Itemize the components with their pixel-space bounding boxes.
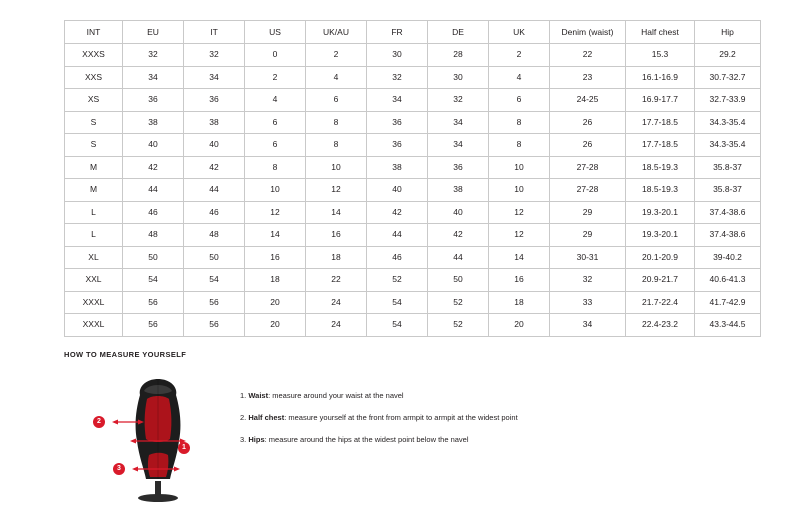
cell-uk: 20 <box>489 314 550 337</box>
cell-int: M <box>65 179 123 202</box>
cell-half-chest: 16.1-16.9 <box>626 66 695 89</box>
cell-uk-au: 16 <box>306 224 367 247</box>
cell-uk-au: 10 <box>306 156 367 179</box>
column-header-denim-waist: Denim (waist) <box>550 21 626 44</box>
cell-uk-au: 18 <box>306 246 367 269</box>
measure-step-text: : measure around the hips at the widest point below the navel <box>264 435 469 444</box>
cell-eu: 32 <box>123 44 184 67</box>
cell-eu: 36 <box>123 89 184 112</box>
cell-uk: 8 <box>489 134 550 157</box>
cell-us: 0 <box>245 44 306 67</box>
cell-de: 52 <box>428 291 489 314</box>
cell-denim-waist: 22 <box>550 44 626 67</box>
cell-hip: 40.6-41.3 <box>695 269 761 292</box>
mannequin-figure <box>92 369 222 504</box>
cell-uk: 10 <box>489 179 550 202</box>
measure-step <box>240 385 518 407</box>
cell-uk: 16 <box>489 269 550 292</box>
cell-fr: 34 <box>367 89 428 112</box>
cell-uk: 4 <box>489 66 550 89</box>
badge-half-chest: 2 <box>93 416 105 428</box>
cell-denim-waist: 29 <box>550 224 626 247</box>
cell-eu: 56 <box>123 291 184 314</box>
cell-int: XXXL <box>65 314 123 337</box>
cell-de: 40 <box>428 201 489 224</box>
cell-fr: 30 <box>367 44 428 67</box>
table-row <box>65 66 761 89</box>
table-header-row <box>65 21 761 44</box>
cell-uk-au: 14 <box>306 201 367 224</box>
cell-eu: 44 <box>123 179 184 202</box>
table-row <box>65 111 761 134</box>
table-row <box>65 89 761 112</box>
table-row <box>65 246 761 269</box>
cell-eu: 50 <box>123 246 184 269</box>
cell-int: L <box>65 201 123 224</box>
cell-eu: 56 <box>123 314 184 337</box>
cell-denim-waist: 33 <box>550 291 626 314</box>
cell-us: 10 <box>245 179 306 202</box>
cell-fr: 42 <box>367 201 428 224</box>
cell-de: 28 <box>428 44 489 67</box>
cell-half-chest: 17.7-18.5 <box>626 111 695 134</box>
cell-it: 40 <box>184 134 245 157</box>
cell-it: 54 <box>184 269 245 292</box>
cell-it: 44 <box>184 179 245 202</box>
cell-us: 20 <box>245 314 306 337</box>
cell-fr: 46 <box>367 246 428 269</box>
cell-de: 30 <box>428 66 489 89</box>
column-header-uk: UK <box>489 21 550 44</box>
cell-denim-waist: 32 <box>550 269 626 292</box>
table-row <box>65 291 761 314</box>
cell-denim-waist: 34 <box>550 314 626 337</box>
cell-us: 12 <box>245 201 306 224</box>
table-row <box>65 134 761 157</box>
cell-hip: 34.3-35.4 <box>695 134 761 157</box>
measure-step-term: Hips <box>248 435 265 444</box>
cell-it: 34 <box>184 66 245 89</box>
cell-us: 6 <box>245 111 306 134</box>
cell-us: 16 <box>245 246 306 269</box>
cell-fr: 40 <box>367 179 428 202</box>
table-row <box>65 201 761 224</box>
cell-half-chest: 20.9-21.7 <box>626 269 695 292</box>
measure-step-text: : measure yourself at the front from armpit to armpit at the widest point <box>284 413 518 422</box>
cell-half-chest: 22.4-23.2 <box>626 314 695 337</box>
cell-it: 32 <box>184 44 245 67</box>
cell-uk: 12 <box>489 201 550 224</box>
size-conversion-table <box>64 20 761 337</box>
measure-step <box>240 429 518 451</box>
cell-half-chest: 17.7-18.5 <box>626 134 695 157</box>
cell-hip: 43.3-44.5 <box>695 314 761 337</box>
cell-half-chest: 18.5-19.3 <box>626 179 695 202</box>
cell-int: S <box>65 111 123 134</box>
column-header-fr: FR <box>367 21 428 44</box>
cell-int: M <box>65 156 123 179</box>
cell-de: 34 <box>428 111 489 134</box>
column-header-eu: EU <box>123 21 184 44</box>
cell-fr: 32 <box>367 66 428 89</box>
column-header-int: INT <box>65 21 123 44</box>
cell-uk-au: 6 <box>306 89 367 112</box>
cell-int: XXXS <box>65 44 123 67</box>
cell-hip: 34.3-35.4 <box>695 111 761 134</box>
cell-denim-waist: 27-28 <box>550 179 626 202</box>
cell-denim-waist: 27-28 <box>550 156 626 179</box>
cell-denim-waist: 29 <box>550 201 626 224</box>
cell-eu: 34 <box>123 66 184 89</box>
cell-int: XXL <box>65 269 123 292</box>
cell-eu: 38 <box>123 111 184 134</box>
cell-it: 56 <box>184 291 245 314</box>
cell-uk: 18 <box>489 291 550 314</box>
measure-step-number: 3. <box>240 435 247 444</box>
cell-it: 36 <box>184 89 245 112</box>
cell-int: XXS <box>65 66 123 89</box>
column-header-hip: Hip <box>695 21 761 44</box>
cell-denim-waist: 23 <box>550 66 626 89</box>
cell-fr: 54 <box>367 291 428 314</box>
cell-hip: 29.2 <box>695 44 761 67</box>
cell-hip: 37.4-38.6 <box>695 224 761 247</box>
cell-half-chest: 19.3-20.1 <box>626 201 695 224</box>
cell-denim-waist: 26 <box>550 111 626 134</box>
cell-hip: 41.7-42.9 <box>695 291 761 314</box>
cell-denim-waist: 30-31 <box>550 246 626 269</box>
table-row <box>65 179 761 202</box>
badge-hips: 3 <box>113 463 125 475</box>
cell-de: 32 <box>428 89 489 112</box>
table-row <box>65 156 761 179</box>
cell-de: 42 <box>428 224 489 247</box>
cell-int: XS <box>65 89 123 112</box>
cell-uk: 10 <box>489 156 550 179</box>
cell-hip: 32.7-33.9 <box>695 89 761 112</box>
cell-de: 44 <box>428 246 489 269</box>
cell-it: 56 <box>184 314 245 337</box>
badge-waist: 1 <box>178 442 190 454</box>
measure-step-number: 1. <box>240 391 247 400</box>
mannequin-illustration <box>92 369 222 504</box>
cell-hip: 35.8-37 <box>695 156 761 179</box>
table-row <box>65 314 761 337</box>
cell-int: XXXL <box>65 291 123 314</box>
cell-uk-au: 8 <box>306 134 367 157</box>
cell-hip: 35.8-37 <box>695 179 761 202</box>
cell-eu: 42 <box>123 156 184 179</box>
how-to-measure-section <box>64 350 764 504</box>
cell-uk: 14 <box>489 246 550 269</box>
cell-de: 52 <box>428 314 489 337</box>
cell-fr: 36 <box>367 111 428 134</box>
how-to-measure-title: HOW TO MEASURE YOURSELF <box>64 350 187 359</box>
cell-eu: 40 <box>123 134 184 157</box>
column-header-de: DE <box>428 21 489 44</box>
cell-denim-waist: 26 <box>550 134 626 157</box>
table-row <box>65 224 761 247</box>
measure-step-number: 2. <box>240 413 247 422</box>
cell-de: 50 <box>428 269 489 292</box>
cell-uk-au: 4 <box>306 66 367 89</box>
cell-fr: 36 <box>367 134 428 157</box>
cell-uk-au: 24 <box>306 314 367 337</box>
cell-de: 34 <box>428 134 489 157</box>
cell-fr: 38 <box>367 156 428 179</box>
cell-uk: 8 <box>489 111 550 134</box>
cell-half-chest: 19.3-20.1 <box>626 224 695 247</box>
cell-eu: 46 <box>123 201 184 224</box>
cell-half-chest: 20.1-20.9 <box>626 246 695 269</box>
cell-us: 8 <box>245 156 306 179</box>
cell-uk-au: 22 <box>306 269 367 292</box>
measure-step-term: Waist <box>248 391 269 400</box>
cell-int: L <box>65 224 123 247</box>
column-header-half-chest: Half chest <box>626 21 695 44</box>
cell-us: 20 <box>245 291 306 314</box>
cell-us: 6 <box>245 134 306 157</box>
cell-us: 4 <box>245 89 306 112</box>
cell-eu: 54 <box>123 269 184 292</box>
table-row <box>65 44 761 67</box>
cell-us: 18 <box>245 269 306 292</box>
cell-it: 42 <box>184 156 245 179</box>
cell-uk-au: 24 <box>306 291 367 314</box>
cell-it: 38 <box>184 111 245 134</box>
cell-int: XL <box>65 246 123 269</box>
cell-de: 38 <box>428 179 489 202</box>
measure-steps-list <box>240 369 518 451</box>
cell-denim-waist: 24-25 <box>550 89 626 112</box>
cell-half-chest: 21.7-22.4 <box>626 291 695 314</box>
cell-half-chest: 18.5-19.3 <box>626 156 695 179</box>
cell-uk: 6 <box>489 89 550 112</box>
cell-half-chest: 16.9-17.7 <box>626 89 695 112</box>
cell-hip: 39-40.2 <box>695 246 761 269</box>
cell-uk-au: 8 <box>306 111 367 134</box>
cell-uk-au: 12 <box>306 179 367 202</box>
column-header-it: IT <box>184 21 245 44</box>
cell-fr: 54 <box>367 314 428 337</box>
cell-uk: 12 <box>489 224 550 247</box>
cell-half-chest: 15.3 <box>626 44 695 67</box>
cell-uk: 2 <box>489 44 550 67</box>
measure-step <box>240 407 518 429</box>
cell-it: 50 <box>184 246 245 269</box>
cell-us: 14 <box>245 224 306 247</box>
cell-uk-au: 2 <box>306 44 367 67</box>
cell-fr: 44 <box>367 224 428 247</box>
cell-it: 46 <box>184 201 245 224</box>
cell-it: 48 <box>184 224 245 247</box>
cell-hip: 30.7-32.7 <box>695 66 761 89</box>
column-header-uk-au: UK/AU <box>306 21 367 44</box>
measure-step-text: : measure around your waist at the navel <box>268 391 404 400</box>
cell-fr: 52 <box>367 269 428 292</box>
cell-us: 2 <box>245 66 306 89</box>
cell-int: S <box>65 134 123 157</box>
table-row <box>65 269 761 292</box>
cell-eu: 48 <box>123 224 184 247</box>
measure-step-term: Half chest <box>248 413 285 422</box>
cell-de: 36 <box>428 156 489 179</box>
cell-hip: 37.4-38.6 <box>695 201 761 224</box>
column-header-us: US <box>245 21 306 44</box>
